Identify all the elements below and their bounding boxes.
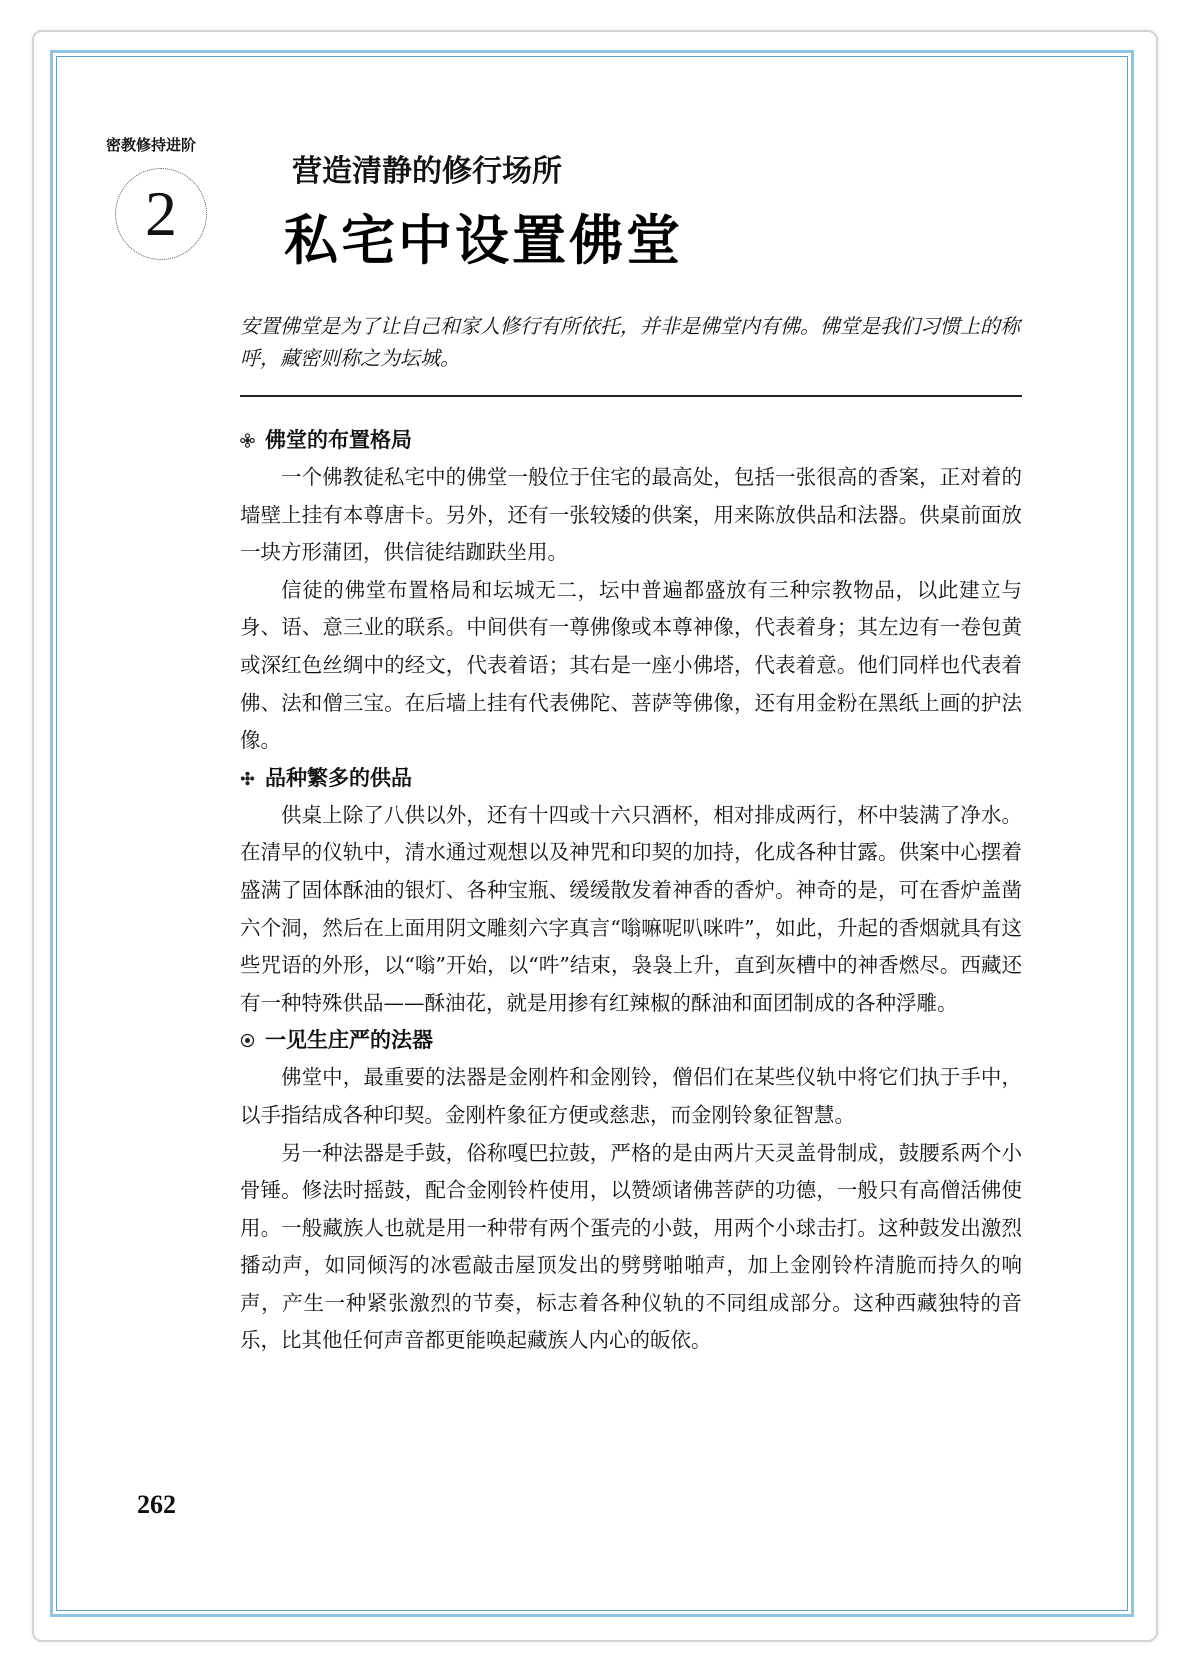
section-layout [240, 422, 1022, 760]
article-body [240, 422, 1022, 1360]
intro-paragraph: 安置佛堂是为了让自己和家人修行有所依托，并非是佛堂内有佛。佛堂是我们习惯上的称呼，藏密则称之为坛城。 [240, 314, 1020, 370]
paragraph: 佛堂中，最重要的法器是金刚杵和金刚铃，僧侣们在某些仪轨中将它们执于手中，以手指结成各种印契。金刚杵象征方便或慈悲，而金刚铃象征智慧。 [240, 1065, 1022, 1127]
section-heading-text: 佛堂的布置格局 [265, 428, 412, 452]
paragraph: 供桌上除了八供以外，还有十四或十六只酒杯，相对排成两行，杯中装满了净水。在清早的仪轨中，清水通过观想以及神咒和印契的加持，化成各种甘露。供案中心摆着盛满了固体酥油的银灯、各种宝瓶、缓缓散发着神香的香炉。神奇的是，可在香炉盖凿六个洞，然后在上面用阴文雕刻六字真言“嗡嘛呢叭咪吽”，如此，升起的香烟就具有这些咒语的外形，以“嗡”开始，以“吽”结束，袅袅上升，直到灰槽中的神香燃尽。西藏还有一种特殊供品——酥油花，就是用掺有红辣椒的酥油和面团制成的各种浮雕。 [240, 802, 1022, 1015]
section-heading [240, 760, 1022, 797]
page-title: 私宅中设置佛堂 [284, 209, 683, 272]
flower-ornament-icon [240, 1033, 255, 1048]
page-subtitle: 营造清静的修行场所 [292, 154, 562, 189]
flower-ornament-icon [240, 771, 255, 786]
paragraph: 另一种法器是手鼓，俗称嘎巴拉鼓，严格的是由两片天灵盖骨制成，鼓腰系两个小骨锤。修法时摇鼓，配合金刚铃杵使用，以赞颂诸佛菩萨的功德，一般只有高僧活佛使用。一般藏族人也就是用一种带有两个蛋壳的小鼓，用两个小球击打。这种鼓发出激烈播动声，如同倾泻的冰雹敲击屋顶发出的劈劈啪啪声，加上金刚铃杵清脆而持久的响声，产生一种紧张激烈的节奏，标志着各种仪轨的不同组成部分。这种西藏独特的音乐，比其他任何声音都更能唤起藏族人内心的皈依。 [240, 1140, 1022, 1353]
paragraph: 一个佛教徒私宅中的佛堂一般位于住宅的最高处，包括一张很高的香案，正对着的墙壁上挂有本尊唐卡。另外，还有一张较矮的供案，用来陈放供品和法器。供桌前面放一块方形蒲团，供信徒结跏趺坐用。 [240, 465, 1022, 565]
chapter-number: 2 [145, 178, 177, 249]
section-heading [240, 1022, 1022, 1059]
intro-divider [240, 395, 1022, 397]
section-offerings [240, 760, 1022, 1023]
paragraph: 信徒的佛堂布置格局和坛城无二，坛中普遍都盛放有三种宗教物品，以此建立与身、语、意三业的联系。中间供有一尊佛像或本尊神像，代表着身；其左边有一卷包黄或深红色丝绸中的经文，代表着语；其右是一座小佛塔，代表着意。他们同样也代表着佛、法和僧三宝。在后墙上挂有代表佛陀、菩萨等佛像，还有用金粉在黑纸上画的护法像。 [240, 577, 1022, 753]
page-number: 262 [137, 1490, 176, 1519]
series-label: 密教修持进阶 [106, 136, 197, 154]
section-heading-text: 品种繁多的供品 [265, 765, 412, 790]
flower-ornament-icon [240, 433, 255, 448]
section-heading [240, 422, 1022, 459]
section-ritual-implements [240, 1022, 1022, 1360]
section-heading-text: 一见生庄严的法器 [265, 1028, 433, 1053]
